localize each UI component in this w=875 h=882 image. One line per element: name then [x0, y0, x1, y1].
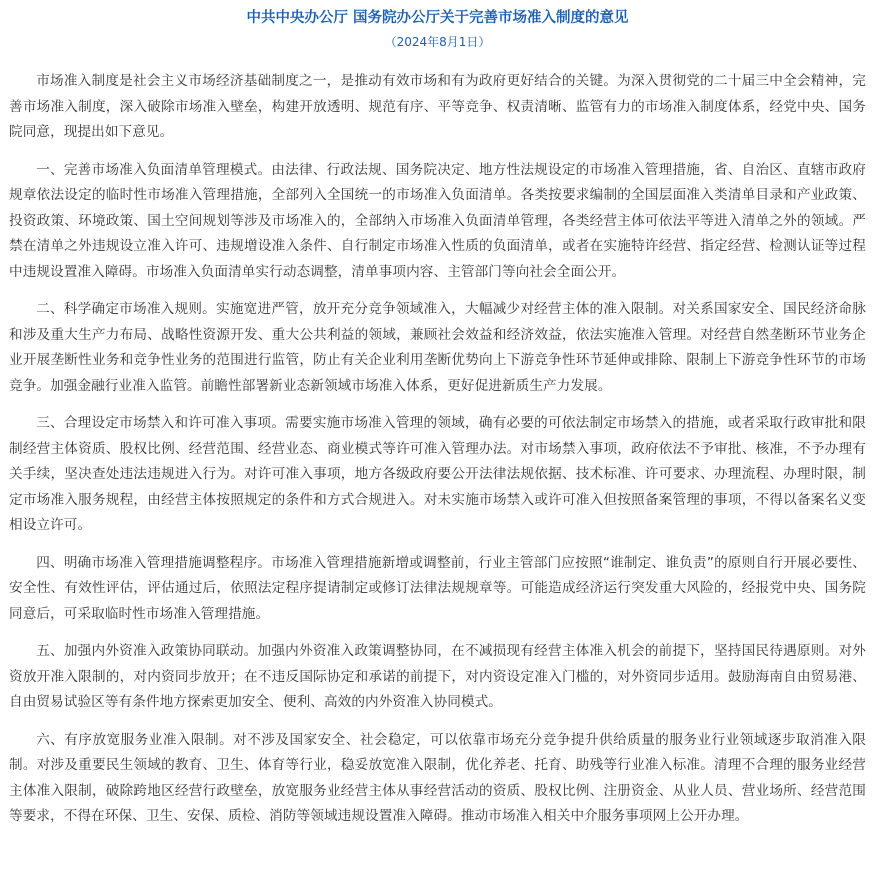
paragraph-section-3: 三、合理设定市场禁入和许可准入事项。需要实施市场准入管理的领域，确有必要的可依法制定市场禁入的措施，或者采取行政审批和限制经营主体资质、股权比例、经营范围、经营业态、商业模式等许可准入管理办法。对市场禁入事项，政府依法不予审批、核准，不予办理有关手续，坚决查处违法违规进入行为。对许可准入事项，地方各级政府要公开法律法规依据、技术标准、许可要求、办理流程、办理时限，制定市场准入服务规程，由经营主体按照规定的条件和方式合规进入。对未实施市场禁入或许可准入但按照备案管理的事项，不得以备案名义变相设立许可。: [9, 415, 866, 533]
paragraph-section-2: 二、科学确定市场准入规则。实施宽进严管，放开充分竞争领域准入，大幅减少对经营主体的准入限制。对关系国家安全、国民经济命脉和涉及重大生产力布局、战略性资源开发、重大公共利益的领域，兼顾社会效益和经济效益，依法实施准入管理。对经营自然垄断环节业务企业开展垄断性业务和竞争性业务的范围进行监管，防止有关企业利用垄断优势向上下游竞争性环节延伸或排除、限制上下游竞争性环节的市场竞争。加强金融行业准入监管。前瞻性部署新业态新领域市场准入体系，更好促进新质生产力发展。: [9, 301, 866, 394]
paragraph-section-4: 四、明确市场准入管理措施调整程序。市场准入管理措施新增或调整前，行业主管部门应按照“谁制定、谁负责”的原则自行开展必要性、安全性、有效性评估，评估通过后，依照法定程序提请制定或修订法律法规规章等。可能造成经济运行突发重大风险的，经报党中央、国务院同意后，可采取临时性市场准入管理措施。: [9, 554, 866, 622]
document-body: [9, 69, 866, 830]
paragraph-section-6: 六、有序放宽服务业准入限制。对不涉及国家安全、社会稳定，可以依靠市场充分竞争提升供给质量的服务业行业领域逐步取消准入限制。对涉及重要民生领域的教育、卫生、体育等行业，稳妥放宽准入限制，优化养老、托育、助残等行业准入标准。清理不合理的服务业经营主体准入限制，破除跨地区经营行政壁垒，放宽服务业经营主体从事经营活动的资质、股权比例、注册资金、从业人员、营业场所、经营范围等要求，不得在环保、卫生、安保、质检、消防等领域违规设置准入障碍。推动市场准入相关中介服务事项网上公开办理。: [9, 731, 866, 824]
paragraph-section-1: 一、完善市场准入负面清单管理模式。由法律、行政法规、国务院决定、地方性法规设定的市场准入管理措施，省、自治区、直辖市政府规章依法设定的临时性市场准入管理措施，全部列入全国统一的市场准入负面清单。各类按要求编制的全国层面准入类清单目录和产业政策、投资政策、环境政策、国土空间规划等涉及市场准入的，全部纳入市场准入负面清单管理，各类经营主体可依法平等进入清单之外的领域。严禁在清单之外违规设立准入许可、违规增设准入条件、自行制定市场准入性质的负面清单，或者在实施特许经营、指定经营、检测认证等过程中违规设置准入障碍。市场准入负面清单实行动态调整，清单事项内容、主管部门等向社会全面公开。: [9, 161, 866, 280]
paragraph-section-5: 五、加强内外资准入政策协同联动。加强内外资准入政策调整协同，在不减损现有经营主体准入机会的前提下，坚持国民待遇原则。对外资放开准入限制的，对内资同步放开；在不违反国际协定和承诺的前提下，对内资设定准入门槛的，对外资同步适用。鼓励海南自由贸易港、自由贸易试验区等有条件地方探索更加安全、便利、高效的内外资准入协同模式。: [9, 643, 866, 710]
document-title: 中共中央办公厅 国务院办公厅关于完善市场准入制度的意见: [246, 10, 629, 26]
document-date: （2024年8月1日）: [384, 35, 491, 49]
paragraph-preamble: 市场准入制度是社会主义市场经济基础制度之一，是推动有效市场和有为政府更好结合的关键。为深入贯彻党的二十届三中全会精神，完善市场准入制度，深入破除市场准入壁垒，构建开放透明、规范有序、平等竞争、权责清晰、监管有力的市场准入制度体系，经党中央、国务院同意，现提出如下意见。: [9, 73, 866, 140]
